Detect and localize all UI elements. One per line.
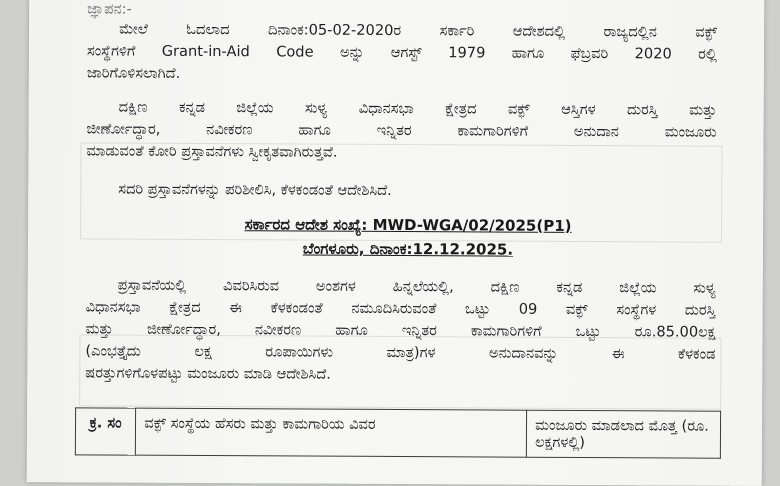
table-header-row [75, 408, 720, 458]
paragraph3: ಸದರಿ ಪ್ರಸ್ತಾವನೆಗಳನ್ನು ಪರಿಶೀಲಿಸಿ, ಕೆಳಕಂಡಂತೆ ಆದೇಶಿಸಿದೆ. [118, 180, 392, 199]
paragraph4-line4: (ಎಂಭತ್ತೈದು ಲಕ್ಷ ರೂಪಾಯಿಗಳು ಮಾತ್ರ)ಗಳ ಅನುದಾನವನ್ನು ಈ ಕೆಳಕಂಡ [85, 342, 716, 363]
paragraph4-line3: ಮತ್ತು ಜೀರ್ಣೋದ್ಧಾರ, ನವೀಕರಣ ಹಾಗೂ ಇನ್ನಿತರ ಕಾಮಗಾರಿಗಳಿಗೆ ಒಟ್ಟು ರೂ.85.00ಲಕ್ಷ [85, 320, 716, 341]
paragraph2-line2: ಜೀರ್ಣೋದ್ಧಾರ, ನವೀಕರಣ ಹಾಗೂ ಇನ್ನಿತರ ಕಾಮಗಾರಿಗಳಿಗೆ ಅನುದಾನ ಮಂಜೂರು [86, 120, 717, 141]
paragraph4-line5: ಷರತ್ತುಗಳಿಗೊಳಪಟ್ಟು ಮಂಜೂರು ಮಾಡಿ ಆದೇಶಿಸಿದೆ. [85, 364, 331, 383]
top-fragment: ಜ್ಞಾಪನ:- [87, 0, 132, 18]
paragraph4-line1: ಪ್ರಸ್ತಾವನೆಯಲ್ಲಿ ವಿವರಿಸಿರುವ ಅಂಶಗಳ ಹಿನ್ನಲೆಯಲ್ಲಿ, ದಕ್ಷಿಣ ಕನ್ನಡ ಜಿಲ್ಲೆಯ ಸುಳ್ಯ [117, 276, 716, 297]
order-number: ಸರ್ಕಾರದ ಆದೇಶ ಸಂಖ್ಯೆ: MWD-WGA/02/2025(P1) [244, 215, 572, 235]
grant-table [75, 407, 721, 458]
paragraph1-line1: ಮೇಲೆ ಓದಲಾದ ದಿನಾಂಕ:05-02-2020ರ ಸರ್ಕಾರಿ ಆದೇಶದಲ್ಲಿ ರಾಜ್ಯದಲ್ಲಿನ ವಕ್ಫ್ [119, 20, 718, 41]
paragraph4-line2: ವಿಧಾನಸಭಾ ಕ್ಷೇತ್ರದ ಈ ಕೆಳಕಂಡಂತೆ ನಮೂದಿಸಿರುವಂತೆ ಒಟ್ಟು 09 ವಕ್ಫ್ ಸಂಸ್ಥೆಗಳ ದುರಸ್ತಿ [85, 298, 716, 319]
paragraph2-line1: ದಕ್ಷಿಣ ಕನ್ನಡ ಜಿಲ್ಲೆಯ ಸುಳ್ಯ ವಿಧಾನಸಭಾ ಕ್ಷೇತ್ರದ ವಕ್ಫ್ ಆಸ್ತಿಗಳ ದುರಸ್ತಿ ಮತ್ತು [118, 98, 717, 119]
header-serial-no: ಕ್ರ. ಸಂ [75, 408, 135, 455]
paragraph2-line3: ಮಾಡುವಂತೆ ಕೋರಿ ಪ್ರಸ್ತಾವನೆಗಳು ಸ್ವೀಕೃತವಾಗಿರುತ್ತವೆ. [86, 142, 338, 161]
header-sanctioned-amount: ಮಂಜೂರು ಮಾಡಲಾದ ಮೊತ್ತ (ರೂ. ಲಕ್ಷಗಳಲ್ಲಿ) [527, 410, 721, 458]
header-institution-details: ವಕ್ಫ್ ಸಂಸ್ಥೆಯ ಹೆಸರು ಮತ್ತು ಕಾಮಗಾರಿಯ ವಿವರ [136, 408, 527, 457]
paragraph1-line2: ಸಂಸ್ಥೆಗಳಿಗೆ Grant-in-Aid Code ಅನ್ನು ಆಗಸ್ಟ್ 1979 ಹಾಗೂ ಫೆಬ್ರವರಿ 2020 ರಲ್ಲಿ [86, 42, 718, 63]
order-place-date: ಬೆಂಗಳೂರು, ದಿನಾಂಕ:12.12.2025. [302, 239, 514, 259]
paragraph1-line3: ಜಾರಿಗೊಳಿಸಲಾಗಿದೆ. [86, 64, 181, 82]
document-page [27, 0, 765, 486]
